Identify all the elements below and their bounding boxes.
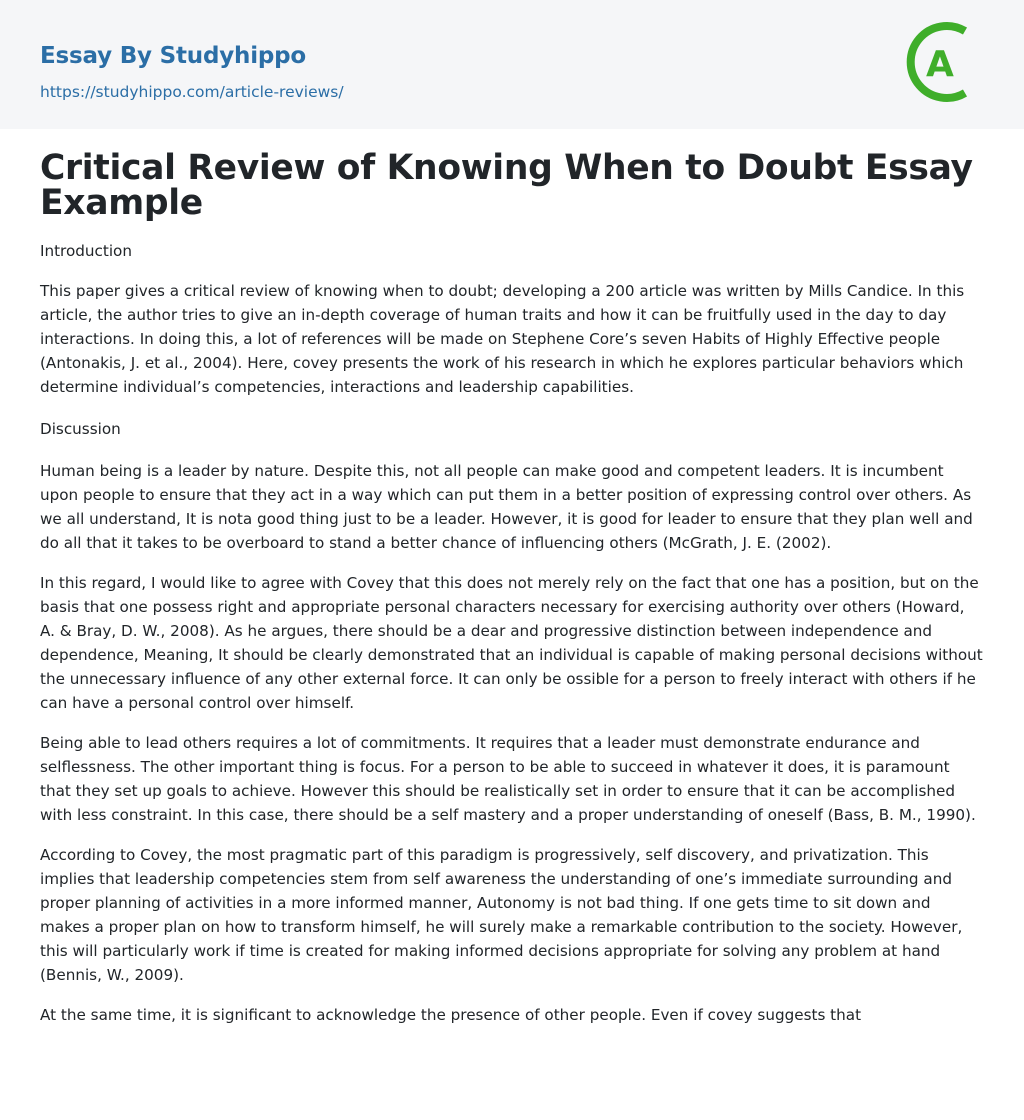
site-url-link[interactable]: https://studyhippo.com/article-reviews/	[40, 83, 344, 101]
page-title: Critical Review of Knowing When to Doubt Essay Example	[40, 148, 973, 223]
site-title[interactable]: Essay By Studyhippo	[40, 43, 307, 69]
paragraph: In this regard, I would like to agree with Covey that this does not merely rely on the fact that one has a position, but on the basis that one possess right and appropriate personal characters necessary for exercising authority over others (Howard, A. & Bray, D. W., 2008). As he argues, there should be a dear and progressive distinction between independence and dependence, Meaning, It should be clearly demonstrated that an individual is capable of making personal decisions without the unnecessary influence of any other external force. It can only be ossible for a person to freely interact with others if he can have a personal control over himself.	[40, 574, 983, 712]
paragraph: Being able to lead others requires a lot of commitments. It requires that a leader must demonstrate endurance and selflessness. The other important thing is focus. For a person to be able to succeed in whatever it does, it is paramount that they set up goals to achieve. However this should be realistically set in order to ensure that it can be accomplished with less constraint. In this case, there should be a self mastery and a proper understanding of oneself (Bass, B. M., 1990).	[40, 734, 976, 824]
paragraph: Human being is a leader by nature. Despite this, not all people can make good and competent leaders. It is incumbent upon people to ensure that they act in a way which can put them in a better position of expressing control over others. As we all understand, It is nota good thing just to be a leader. However, it is good for leader to ensure that they plan well and do all that it takes to be overboard to stand a better chance of influencing others (McGrath, J. E. (2002).	[40, 462, 973, 552]
article	[0, 148, 1024, 1027]
logo-letter: A	[926, 44, 954, 85]
paragraph: At the same time, it is significant to acknowledge the presence of other people. Even if covey suggests that	[40, 1006, 862, 1024]
site-header	[0, 0, 1024, 129]
paragraph: According to Covey, the most pragmatic part of this paradigm is progressively, self discovery, and privatization. This implies that leadership competencies stem from self awareness the understanding of one’s immediate surrounding and proper planning of activities in a more informed manner, Autonomy is not bad thing. If one gets time to sit down and makes a proper plan on how to transform himself, he will surely make a remarkable contribution to the society. However, this will particularly work if time is created for making informed decisions appropriate for solving any problem at hand (Bennis, W., 2009).	[40, 846, 963, 984]
section-heading-discussion: Discussion	[40, 420, 121, 438]
section-heading-introduction: Introduction	[40, 242, 132, 260]
studyhippo-logo-icon[interactable]	[900, 20, 984, 104]
paragraph: This paper gives a critical review of knowing when to doubt; developing a 200 article was written by Mills Candice. In this article, the author tries to give an in-depth coverage of human traits and how it can be fruitfully used in the day to day interactions. In doing this, a lot of references will be made on Stephene Core’s seven Habits of Highly Effective people (Antonakis, J. et al., 2004). Here, covey presents the work of his research in which he explores particular behaviors which determine individual’s competencies, interactions and leadership capabilities.	[40, 282, 965, 396]
